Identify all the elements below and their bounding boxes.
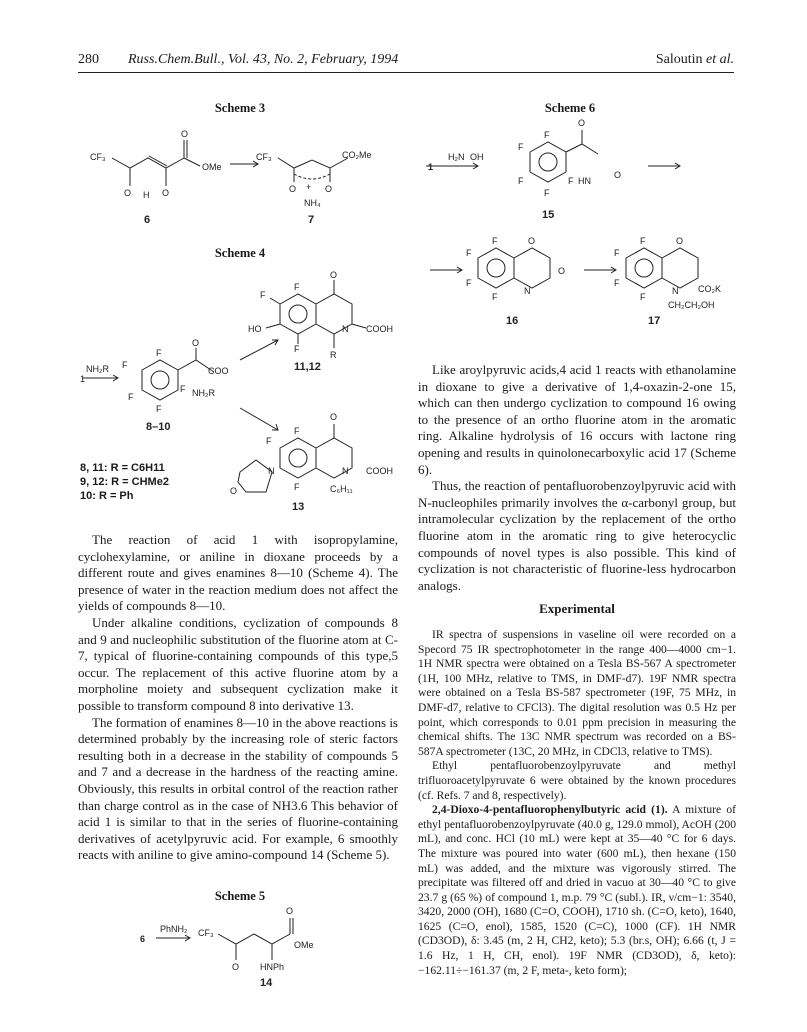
svg-text:F: F	[568, 176, 574, 186]
svg-text:N: N	[342, 324, 349, 334]
svg-text:F: F	[260, 290, 266, 300]
svg-text:17: 17	[648, 315, 661, 327]
svg-text:N: N	[524, 286, 531, 296]
svg-text:OMe: OMe	[294, 940, 314, 950]
svg-text:13: 13	[292, 501, 305, 513]
svg-text:F: F	[614, 248, 620, 258]
svg-text:F: F	[156, 348, 162, 358]
svg-text:O: O	[330, 412, 338, 422]
svg-text:R: R	[330, 350, 337, 360]
substituent-10: 10: R = Ph	[80, 490, 134, 502]
svg-text:O: O	[286, 906, 294, 916]
paragraph: The reaction of acid 1 with isopropylamine, cyclohexylamine, or aniline in dioxane proceeds by a different route and gives enamines 8—10 (Scheme 4). The presence of water in the reaction medium does not affect the yields of compounds 8—10.	[78, 532, 398, 614]
substituent-9-12: 9, 12: R = CHMe2	[80, 476, 169, 488]
svg-text:CO₂Me: CO₂Me	[342, 150, 372, 160]
scheme-5-title: Scheme 5	[214, 889, 266, 903]
left-column-body	[78, 532, 398, 864]
svg-text:1: 1	[80, 374, 86, 384]
svg-text:F: F	[492, 292, 498, 302]
svg-text:F: F	[492, 236, 498, 246]
svg-text:N: N	[672, 286, 679, 296]
svg-text:OH: OH	[470, 152, 484, 162]
svg-text:+: +	[306, 182, 312, 192]
svg-text:F: F	[544, 188, 550, 198]
svg-text:F: F	[544, 130, 550, 140]
svg-text:F: F	[518, 176, 524, 186]
svg-text:COOH: COOH	[366, 466, 393, 476]
svg-text:HO: HO	[248, 324, 262, 334]
svg-text:CF₃: CF₃	[90, 152, 106, 162]
scheme-6-title: Scheme 6	[544, 101, 596, 115]
right-column-body	[418, 362, 736, 594]
paragraph: Under alkaline conditions, cyclization of compounds 8 and 9 and nucleophilic substitution of the fluorine atom at C-7, typical of fluorine-containing compounds of this type,5 occur. The replacement of this active fluorine atom by a morpholine moiety and subsequent cyclization make it possible to transform compound 8 into derivative 13.	[78, 614, 398, 713]
author-line: Saloutin et al.	[655, 52, 734, 67]
svg-text:O: O	[676, 236, 684, 246]
svg-text:F: F	[156, 404, 162, 414]
svg-text:F: F	[640, 236, 646, 246]
page-number: 280	[78, 52, 99, 67]
svg-text:15: 15	[542, 209, 555, 221]
svg-text:F: F	[466, 278, 472, 288]
scheme-3-title: Scheme 3	[214, 101, 266, 115]
svg-text:F: F	[180, 384, 186, 394]
svg-text:8–10: 8–10	[146, 421, 171, 433]
svg-text:O: O	[181, 129, 189, 139]
svg-text:F: F	[614, 278, 620, 288]
svg-text:H₂N: H₂N	[448, 152, 465, 162]
svg-text:O: O	[162, 188, 170, 198]
svg-text:F: F	[128, 392, 134, 402]
svg-text:7: 7	[308, 214, 315, 226]
svg-text:N: N	[268, 466, 275, 476]
svg-text:F: F	[266, 436, 272, 446]
paragraph	[418, 803, 736, 978]
svg-text:O: O	[330, 270, 338, 280]
svg-text:O: O	[578, 118, 586, 128]
svg-text:N: N	[342, 466, 349, 476]
svg-text:PhNH₂: PhNH₂	[160, 924, 188, 934]
svg-text:CF₃: CF₃	[256, 152, 272, 162]
svg-text:14: 14	[260, 977, 273, 989]
svg-text:O: O	[192, 338, 200, 348]
scheme-3-structure	[80, 120, 380, 230]
svg-text:F: F	[294, 426, 300, 436]
paragraph: Ethyl pentafluorobenzoylpyruvate and methyl trifluoroacetylpyruvate 6 were obtained by the known procedures (cf. Refs. 7 and 8, respectively).	[418, 759, 736, 802]
scheme-5-structure	[140, 904, 360, 1004]
scheme-6-structure	[418, 116, 738, 336]
svg-text:NH₄: NH₄	[304, 198, 321, 208]
svg-text:CF₃: CF₃	[198, 928, 214, 938]
svg-text:F: F	[294, 482, 300, 492]
svg-text:O: O	[558, 266, 566, 276]
svg-text:NH₂R: NH₂R	[192, 388, 215, 398]
svg-text:OMe: OMe	[202, 162, 222, 172]
svg-text:O: O	[614, 170, 622, 180]
paragraph: The formation of enamines 8—10 in the above reactions is determined probably by the increasing role of steric factors resulting both in a decrease in the stability of compounds 5 and 7 and a decrease in the hardness of the reacting amine. Obviously, this results in orbital control of the reaction rather than charge control as in the case of NH3.6 This behavior of acid 1 is similar to that in the series of fluorine-containing derivatives of acetylpyruvic acid. For example, 6 smoothly reacts with aniline to give amino-compound 14 (Scheme 5).	[78, 714, 398, 863]
svg-text:O: O	[289, 184, 297, 194]
svg-text:O: O	[232, 962, 240, 972]
svg-text:COO: COO	[208, 366, 229, 376]
journal-citation: Russ.Chem.Bull., Vol. 43, No. 2, February, 1994	[128, 52, 399, 67]
paragraph: Like aroylpyruvic acids,4 acid 1 reacts with ethanolamine in dioxane to give a derivative of 1,4-oxazin-2-one 15, which can then undergo cyclization to compound 16 owing to the presence of an ortho fluorine atom in the aromatic ring. Alkaline hydrolysis of 16 occurs with lactone ring opening and results in quinolonecarboxylic acid 17 (Scheme 6).	[418, 362, 736, 477]
svg-text:CO₂K: CO₂K	[698, 284, 721, 294]
svg-text:O: O	[124, 188, 132, 198]
header-rule	[78, 72, 734, 73]
svg-text:O: O	[325, 184, 333, 194]
svg-text:HN: HN	[578, 176, 591, 186]
substituent-8-11: 8, 11: R = C6H11	[80, 462, 165, 474]
svg-text:O: O	[528, 236, 536, 246]
svg-text:F: F	[640, 292, 646, 302]
paragraph: IR spectra of suspensions in vaseline oil were recorded on a Specord 75 IR spectrophotometer in the range 400—4000 cm−1. 1H NMR spectra were obtained on a Tesla BS-567 A spectrometer (1H, 100 MHz, relative to TMS, in DMF-d7). 19F NMR spectra were obtained on a Tesla BS-587 spectrometer (19F, 75 MHz, in DMF-d7, relative to CFCl3). The digital resolution was 0.5 Hz per point, which corresponds to 0.01 ppm precision in measuring the chemical shifts. The 13C NMR spectrum was recorded on a BS-587A spectrometer (13C, 20 MHz, in CDCl3, relative to TMS).	[418, 628, 736, 758]
compound-heading: 2,4-Dioxo-4-pentafluorophenylbutyric acid (1).	[432, 803, 668, 817]
svg-text:6: 6	[140, 934, 146, 944]
section-heading-experimental: Experimental	[539, 601, 615, 616]
svg-text:16: 16	[506, 315, 519, 327]
svg-text:COOH: COOH	[366, 324, 393, 334]
scheme-4-title: Scheme 4	[214, 246, 266, 260]
svg-text:CH₂CH₂OH: CH₂CH₂OH	[668, 300, 715, 310]
svg-text:F: F	[294, 344, 300, 354]
experimental-body	[418, 628, 736, 978]
svg-text:H: H	[143, 190, 150, 200]
svg-text:NH₂R: NH₂R	[86, 364, 109, 374]
svg-text:C₆H₁₁: C₆H₁₁	[330, 484, 353, 494]
svg-text:HNPh: HNPh	[260, 962, 285, 972]
compound-procedure: A mixture of ethyl pentafluorobenzoylpyruvate (40.0 g, 129.0 mmol), AcOH (200 mL), and conc. HCl (10 mL) were kept at 35—40 °C for 6 days. The mixture was poured into water (600 mL), then hexane (150 mL) was added, and the mixture was vigorously stirred. The precipitate was filtered off and dried in vacuo at 30—40 °C to give 23.7 g (65 %) of compound 1, m.p. 79 °C (subl.). IR, ν/cm−1: 3540, 3420, 2000 (OH), 1680 (C=O, COOH), 1710 sh. (C=O, keto), 1640, 1625 (C=O, enol), 1585, 1520 (C=C), 1000 (CF). 1H NMR (CD3OD), δ: 3.45 (m, 2 H, CH2, keto); 5.3 (br.s, OH); 6.66 (t, J = 1.6 Hz, 1 H, CH, enol). 19F NMR (CD3OD), δ, keto): −162.11÷−161.37 (m, 2 F, meta-, keto form);	[418, 803, 737, 977]
svg-text:F: F	[294, 282, 300, 292]
paragraph: Thus, the reaction of pentafluorobenzoylpyruvic acid with N-nucleophiles primarily involves the α-carbonyl group, but intramolecular cyclization by the replacement of the ortho fluorine atom in the aromatic ring to give heterocyclic compounds of novel types is also possible. This kind of cyclization is not characteristic of fluorine-less hydrocarbon analogs.	[418, 478, 736, 593]
svg-text:F: F	[122, 360, 128, 370]
svg-text:6: 6	[144, 214, 151, 226]
svg-text:1: 1	[428, 162, 434, 172]
substituent-list	[80, 461, 169, 503]
svg-text:O: O	[230, 486, 238, 496]
svg-text:11,12: 11,12	[294, 361, 321, 373]
svg-text:F: F	[518, 142, 524, 152]
svg-text:F: F	[466, 248, 472, 258]
